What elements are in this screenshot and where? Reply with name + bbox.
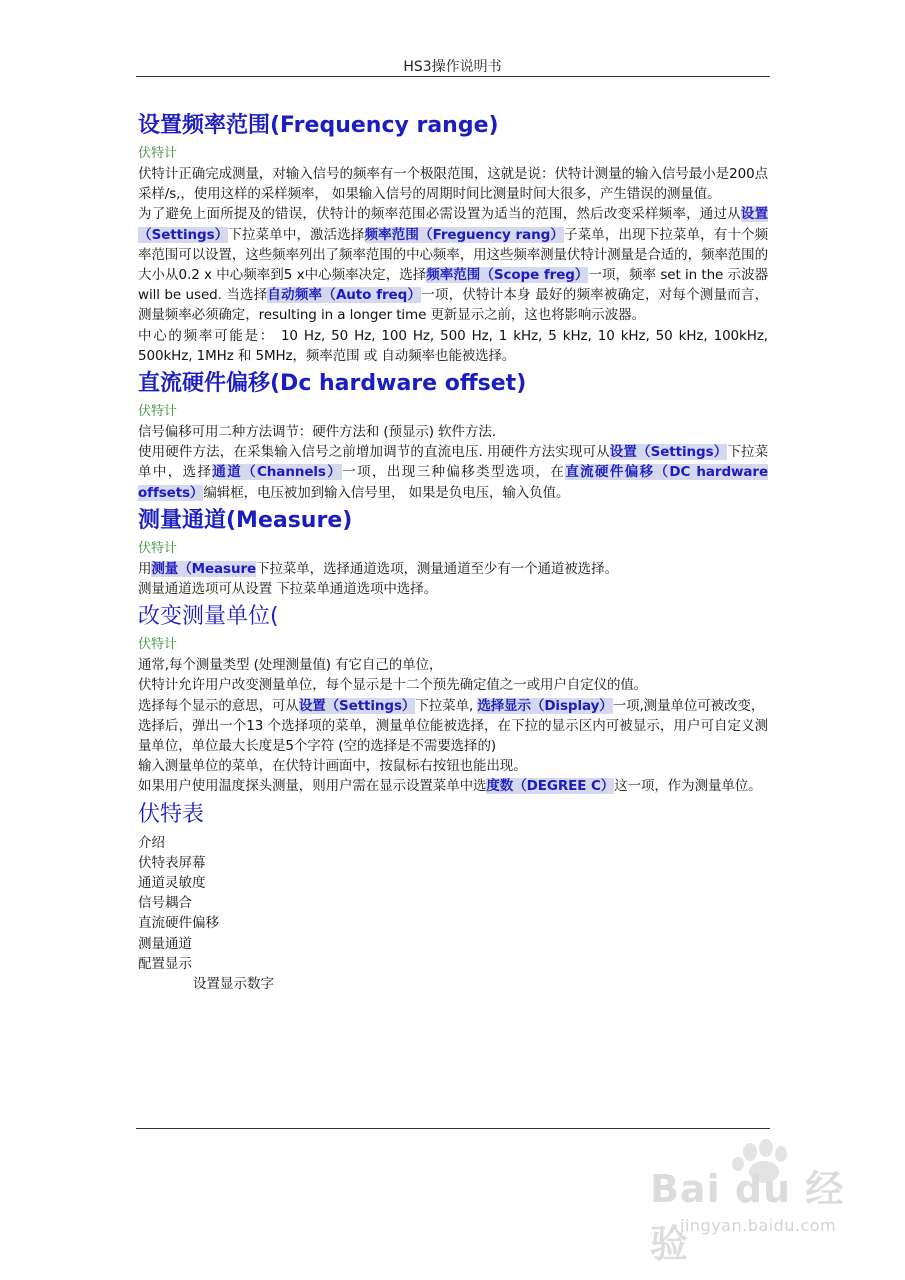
document-title: HS3操作说明书 <box>403 59 502 75</box>
paragraph <box>138 655 768 675</box>
section <box>138 503 768 599</box>
text-run: 选择后，弹出一个13 个选择项的菜单，测量单位能被选择，在下拉的显示区内可被显示，用户可自定义测量单位，单位最大长度是5个字符 (空的选择是不需要选择的) <box>138 717 768 755</box>
text-run: 使用硬件方法，在采集输入信号之前增加调节的直流电压. 用硬件方法实现可从 <box>138 444 610 461</box>
text-run: 编辑框，电压被加到输入信号里， 如果是负电压，输入负值。 <box>203 484 570 501</box>
text-run: 下拉菜单中，选择 <box>138 444 769 481</box>
text-run: 子菜单，出现下拉菜单，有十个频率范围可以设置，这些频率列出了频率范围的中心频率，用这些频率测量伏特计测量是合适的，频率范围的大小从0.2 x 中心频率到5 x中心频率决定，选择 <box>138 226 769 284</box>
sections-container <box>138 108 768 797</box>
section-category: 伏特计 <box>138 540 178 556</box>
text-run: 中心的频率可能是： 10 Hz, 50 Hz, 100 Hz, 500 Hz, 1 kHz, 5 kHz, 10 kHz, 50 kHz, 100kHz, 500kHz, 1MHz 和 5MHz，频率范围 或 自动频率也能被选择。 <box>138 327 768 364</box>
paragraph <box>138 559 768 579</box>
text-run: 为了避免上面所提及的错误，伏特计的频率范围必需设置为适当的范围，然后改变采样频率，通过从 <box>138 206 741 223</box>
paragraph <box>138 442 768 503</box>
menu-reference: 选择显示（Display） <box>477 697 613 714</box>
section-category: 伏特计 <box>138 637 178 653</box>
document-body <box>138 108 768 994</box>
toc-item: 配置显示 <box>138 955 192 972</box>
paragraph <box>138 579 768 599</box>
text-run: 测量通道选项可从设置 下拉菜单通道选项中选择。 <box>138 581 437 598</box>
section <box>138 366 768 503</box>
paragraph <box>138 204 768 325</box>
watermark-url: jingyan.baidu.com <box>680 1216 837 1235</box>
menu-reference: 设置（Settings） <box>298 697 416 714</box>
text-run: 选择每个显示的意思，可从 <box>138 697 299 714</box>
toc-item: 测量通道 <box>138 935 192 952</box>
menu-reference: 频率范围（Scope freg） <box>426 267 589 284</box>
toc-section <box>138 797 768 995</box>
section-category: 伏特计 <box>138 146 178 161</box>
menu-reference: 度数（DEGREE C） <box>486 778 615 795</box>
menu-reference: 测量（Measure <box>151 560 257 577</box>
text-run: 伏特计正确完成测量，对输入信号的频率有一个极限范围，这就是说：伏特计测量的输入信号最小是200点采样/s,，使用这样的采样频率， 如果输入信号的周期时间比测量时间大很多，产生错误的测量值。 <box>138 166 768 203</box>
paragraph <box>138 756 768 776</box>
paragraph <box>138 326 768 366</box>
text-run: 下拉菜单, <box>415 697 478 714</box>
menu-reference: 通道（Channels） <box>212 464 343 481</box>
text-run: 信号偏移可用二种方法调节：硬件方法和 (预显示) 软件方法. <box>138 424 496 441</box>
text-run: 下拉菜单，选择通道选项，测量通道至少有一个通道被选择。 <box>256 560 618 577</box>
section <box>138 599 768 796</box>
text-run: 这一项，作为测量单位。 <box>614 778 762 795</box>
menu-reference: 直流硬件偏移（DC hardware offsets） <box>138 464 769 501</box>
toc-item: 通道灵敏度 <box>138 875 206 892</box>
watermark-logo-text: Bai du 经验 <box>650 1167 845 1266</box>
toc-item: 介绍 <box>138 834 165 851</box>
toc-item: 直流硬件偏移 <box>138 915 219 932</box>
section-category: 伏特计 <box>138 404 178 420</box>
menu-reference: 频率范围（Freguency rang） <box>364 226 565 243</box>
paragraph <box>138 675 768 695</box>
menu-reference: 设置（Settings） <box>138 206 768 243</box>
toc-subitem: 设置显示数字 <box>193 976 274 993</box>
header-rule <box>136 76 770 77</box>
paragraph <box>138 696 768 716</box>
text-run: 一项,测量单位可被改变， <box>612 697 765 714</box>
text-run: 一项，伏特计本身 最好的频率被确定，对每个测量而言，测量频率必须确定，resulting in a longer time 更新显示之前，这也将影响示波器。 <box>138 287 768 324</box>
text-run: 一项，频率 set in the 示波器 will be used. 当选择 <box>138 267 768 304</box>
menu-reference: 设置（Settings） <box>609 444 728 461</box>
text-run: 伏特计允许用户改变测量单位，每个显示是十二个预先确定值之一或用户自定仪的值。 <box>138 677 648 694</box>
baidu-watermark <box>640 1138 870 1266</box>
section <box>138 108 768 366</box>
text-run: 一项，出现三种偏移类型选项，在 <box>342 464 566 481</box>
text-run: 下拉菜单中，激活选择 <box>228 226 365 243</box>
text-run: 用 <box>138 560 152 577</box>
section-heading: 改变测量单位( <box>138 604 279 630</box>
footer-rule <box>136 1128 770 1129</box>
paragraph <box>138 164 768 204</box>
menu-reference: 自动频率（Auto freq） <box>267 287 422 304</box>
paragraph <box>138 776 768 796</box>
section-heading: 设置频率范围(Frequency range) <box>138 113 499 138</box>
section-heading: 测量通道(Measure) <box>138 507 353 533</box>
section-heading: 伏特表 <box>138 801 205 827</box>
text-run: 输入测量单位的菜单，在伏特计画面中，按鼠标右按钮也能出现。 <box>138 758 527 775</box>
text-run: 通常,每个测量类型 (处理测量值) 有它自己的单位， <box>138 657 443 674</box>
paragraph <box>138 422 768 442</box>
paragraph <box>138 716 768 756</box>
toc-list <box>138 833 768 995</box>
section-heading: 直流硬件偏移(Dc hardware offset) <box>138 371 527 397</box>
text-run: 如果用户使用温度探头测量，则用户需在显示设置菜单中选 <box>138 778 487 795</box>
toc-item: 信号耦合 <box>138 895 192 912</box>
toc-item: 伏特表屏幕 <box>138 854 206 871</box>
